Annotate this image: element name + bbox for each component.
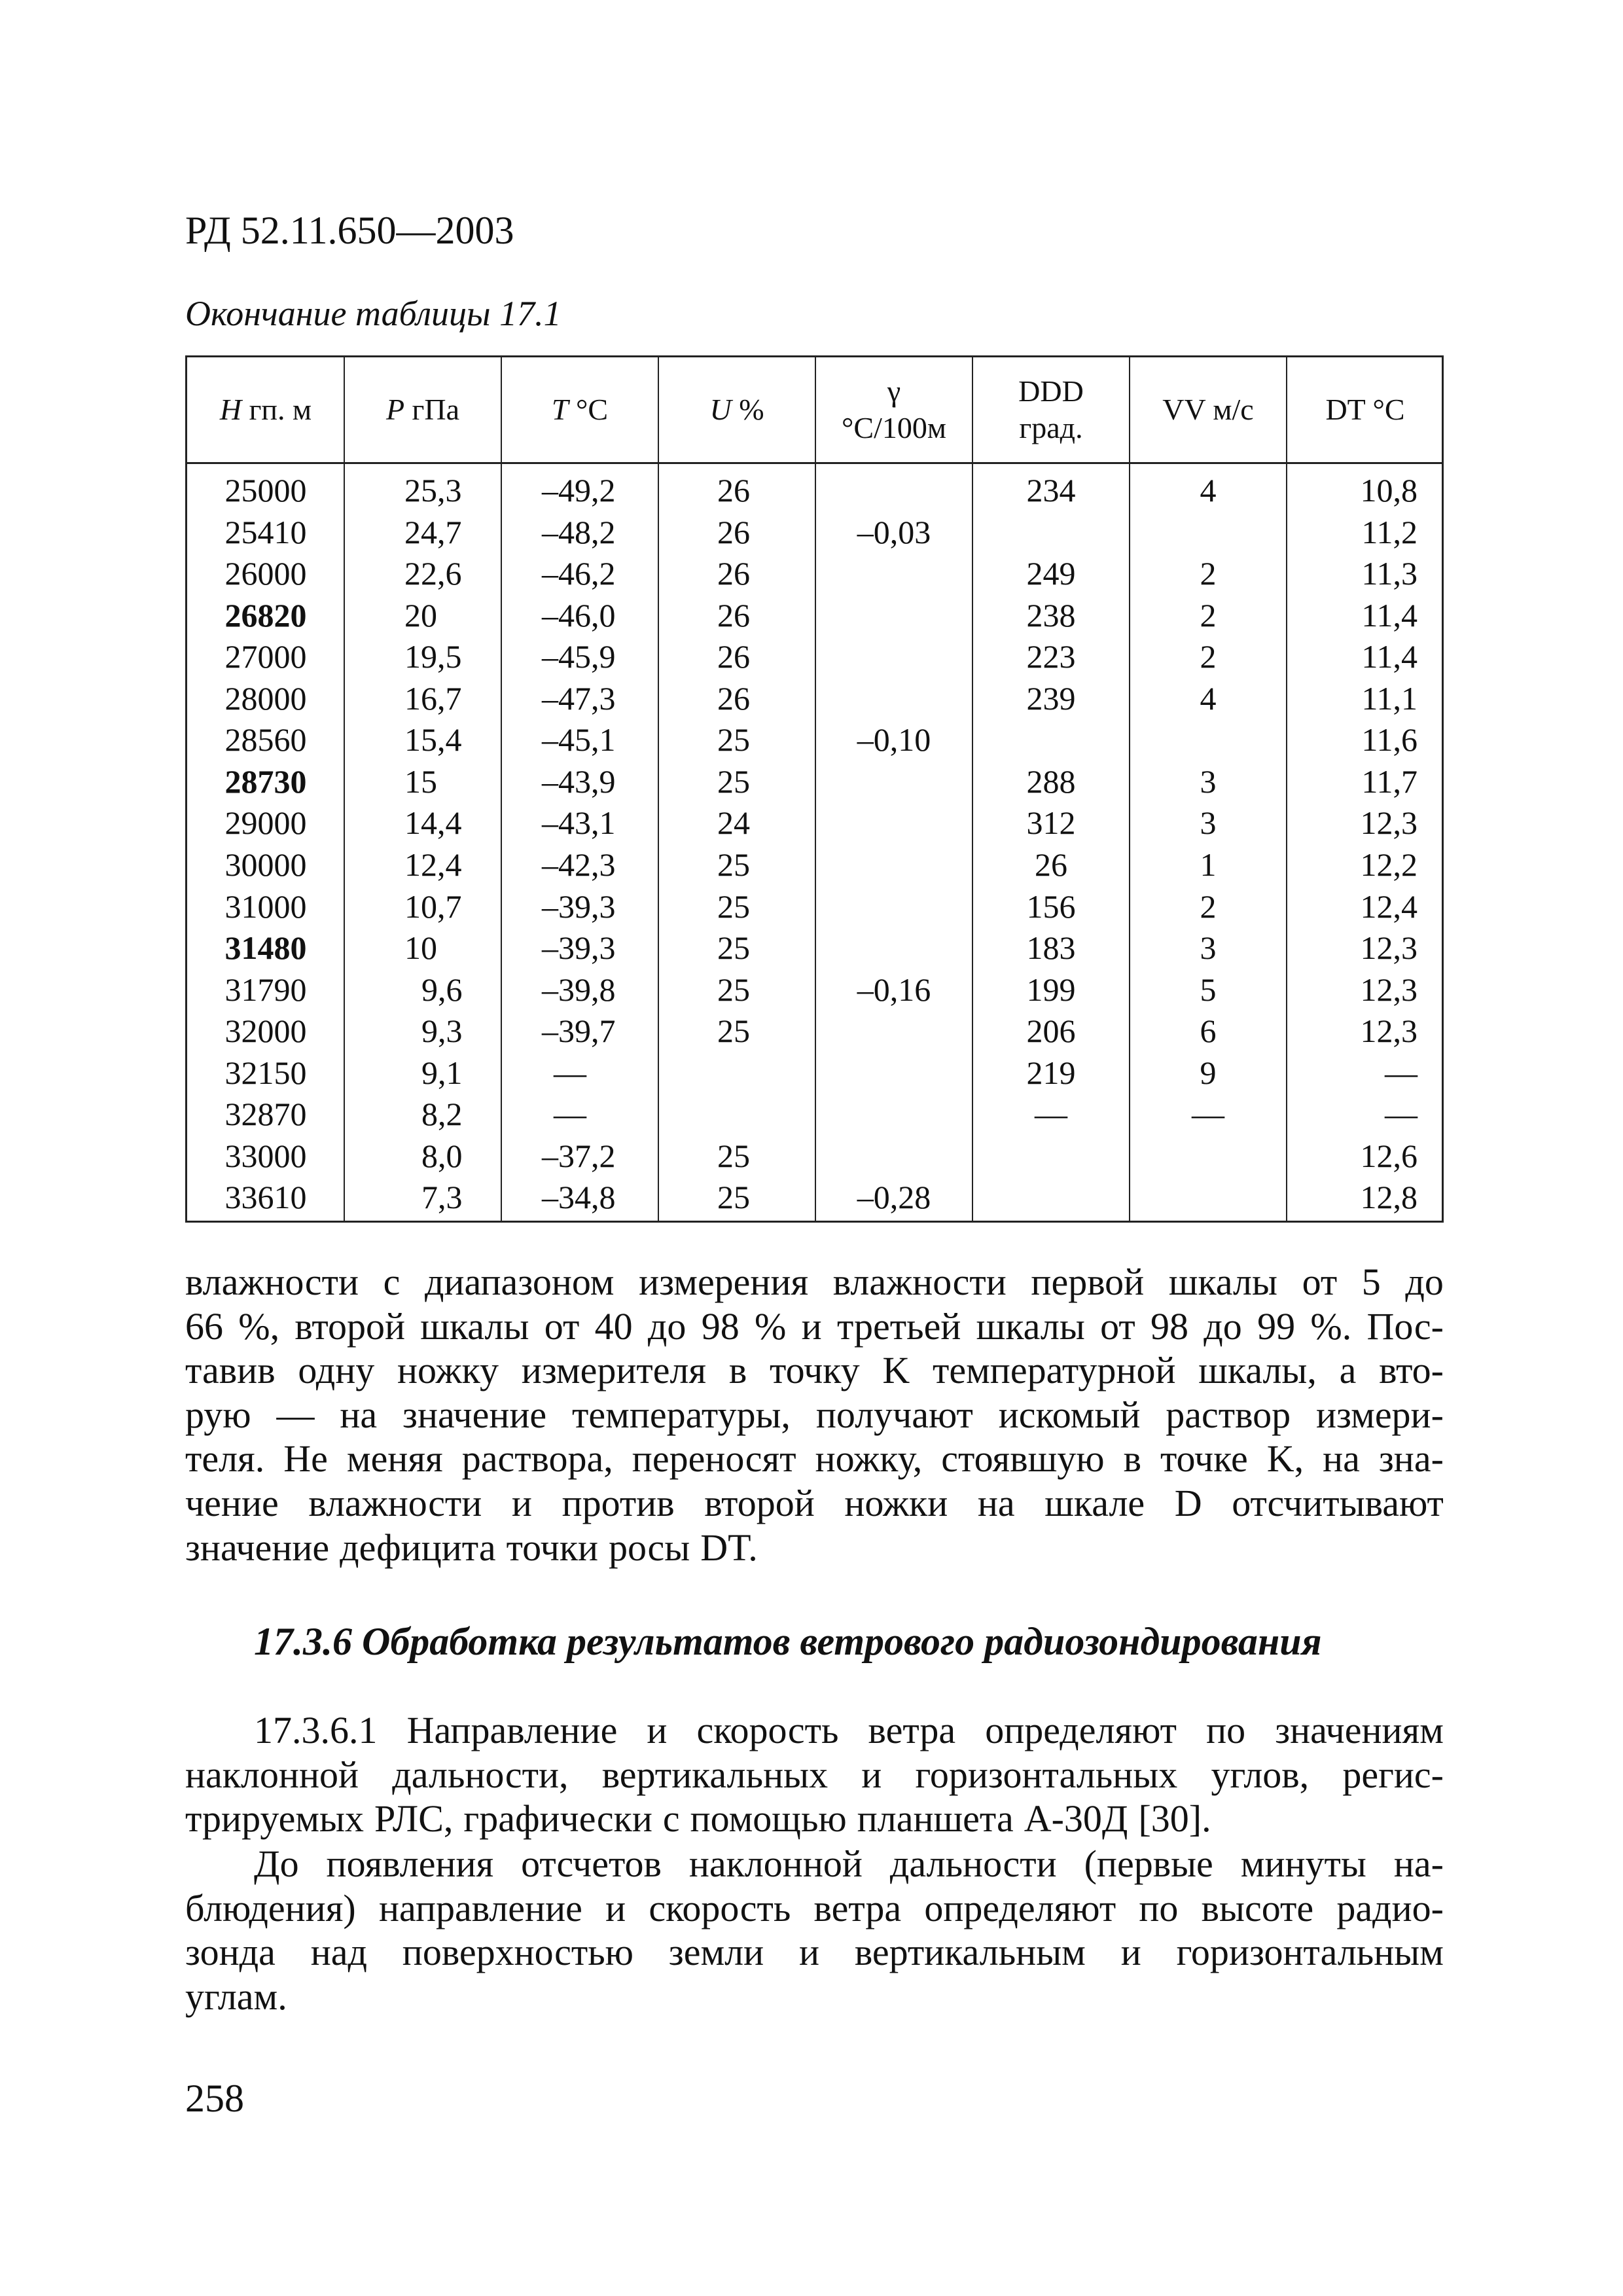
gradient-cell bbox=[815, 553, 972, 594]
col-header-pressure: P гПа bbox=[385, 392, 460, 426]
text-line: рую — на значение температуры, получают искомый раствор измери- bbox=[185, 1393, 1444, 1436]
wind-speed-cell: 3 bbox=[1200, 929, 1217, 967]
wind-speed-cell: 3 bbox=[1200, 762, 1217, 800]
table-row bbox=[187, 886, 1444, 927]
text-line: теля. Не меняя раствора, переносят ножку, стоявшую в точке K, на зна- bbox=[185, 1437, 1444, 1480]
dewpoint-deficit-cell: 12,3 bbox=[1360, 804, 1418, 842]
dewpoint-deficit-cell: 11,3 bbox=[1361, 555, 1418, 592]
document-number: РД 52.11.650—2003 bbox=[185, 209, 514, 252]
height-cell: 26820 bbox=[224, 596, 307, 634]
height-cell: 28730 bbox=[224, 762, 307, 800]
humidity-cell: 25 bbox=[717, 1013, 750, 1050]
dewpoint-deficit-cell: — bbox=[1385, 1096, 1418, 1133]
height-cell: 32150 bbox=[224, 1054, 307, 1091]
wind-speed-cell: 5 bbox=[1200, 971, 1217, 1008]
pressure-cell: 10 bbox=[404, 929, 437, 967]
temperature-cell: –34,8 bbox=[542, 1179, 616, 1216]
wind-speed-cell bbox=[1130, 1136, 1287, 1177]
text-line: углам. bbox=[185, 1975, 287, 2018]
gradient-cell bbox=[815, 595, 972, 636]
gradient-cell: –0,03 bbox=[857, 513, 931, 550]
dewpoint-deficit-cell: 12,3 bbox=[1360, 1013, 1418, 1050]
gradient-cell bbox=[815, 678, 972, 719]
dewpoint-deficit-cell: 11,7 bbox=[1361, 762, 1418, 800]
humidity-cell: 25 bbox=[717, 929, 750, 967]
wind-direction-cell: 239 bbox=[1026, 679, 1076, 717]
dewpoint-deficit-cell: 12,2 bbox=[1360, 846, 1418, 883]
pressure-cell: 10,7 bbox=[404, 888, 462, 925]
height-cell: 33000 bbox=[224, 1137, 307, 1174]
wind-speed-cell: — bbox=[1192, 1096, 1224, 1133]
temperature-cell: –46,2 bbox=[542, 555, 616, 592]
humidity-cell bbox=[717, 1052, 809, 1094]
height-cell: 32000 bbox=[224, 1013, 307, 1050]
wind-direction-cell: 223 bbox=[1026, 638, 1076, 675]
dewpoint-deficit-cell: 11,2 bbox=[1361, 513, 1418, 550]
col-header-wind-speed: VV м/с bbox=[1162, 392, 1254, 426]
dewpoint-deficit-cell: 11,1 bbox=[1361, 679, 1418, 717]
text-line: наклонной дальности, вертикальных и горизонтальных углов, регис- bbox=[185, 1753, 1444, 1796]
temperature-cell: –45,9 bbox=[542, 638, 616, 675]
table-caption: Окончание таблицы 17.1 bbox=[185, 294, 562, 333]
wind-speed-cell bbox=[1130, 719, 1287, 761]
col-header-wind-direction: DDD град. bbox=[1018, 374, 1084, 444]
temperature-cell: –45,1 bbox=[542, 721, 616, 759]
temperature-cell: –43,9 bbox=[542, 762, 616, 800]
section-heading: 17.3.6 Обработка результатов ветрового радиозондирования bbox=[254, 1620, 1322, 1663]
table-row bbox=[187, 1094, 1444, 1135]
humidity-cell: 25 bbox=[717, 1137, 750, 1174]
col-header-humidity: U % bbox=[709, 392, 764, 426]
pressure-cell: 24,7 bbox=[404, 513, 462, 550]
height-cell: 31790 bbox=[224, 971, 307, 1008]
wind-speed-cell: 2 bbox=[1200, 555, 1217, 592]
data-table bbox=[185, 355, 1444, 1223]
humidity-cell: 25 bbox=[717, 762, 750, 800]
gradient-cell: –0,10 bbox=[857, 721, 931, 759]
gradient-cell bbox=[815, 636, 972, 677]
wind-speed-cell: 4 bbox=[1200, 679, 1217, 717]
pressure-cell: 15 bbox=[404, 762, 437, 800]
wind-direction-cell bbox=[972, 512, 1130, 553]
humidity-cell: 25 bbox=[717, 888, 750, 925]
wind-direction-cell: 219 bbox=[1026, 1054, 1076, 1091]
temperature-cell: –46,0 bbox=[542, 596, 616, 634]
temperature-cell: –39,8 bbox=[542, 971, 616, 1008]
wind-direction-cell: 288 bbox=[1026, 762, 1076, 800]
pressure-cell: 9,3 bbox=[421, 1013, 463, 1050]
humidity-cell bbox=[717, 1094, 809, 1135]
temperature-cell: –39,3 bbox=[542, 929, 616, 967]
dewpoint-deficit-cell: — bbox=[1385, 1054, 1418, 1091]
pressure-cell: 8,0 bbox=[421, 1137, 463, 1174]
height-cell: 25000 bbox=[224, 472, 307, 509]
dewpoint-deficit-cell: 11,4 bbox=[1361, 638, 1418, 675]
table-row bbox=[187, 1011, 1444, 1052]
table-row bbox=[187, 1052, 1444, 1094]
table-row bbox=[187, 761, 1444, 802]
gradient-cell bbox=[815, 802, 972, 844]
wind-speed-cell: 2 bbox=[1200, 888, 1217, 925]
wind-speed-cell: 3 bbox=[1200, 804, 1217, 842]
gradient-cell: –0,16 bbox=[857, 971, 931, 1008]
wind-speed-cell bbox=[1130, 1177, 1287, 1218]
dewpoint-deficit-cell: 11,6 bbox=[1361, 721, 1418, 759]
pressure-cell: 12,4 bbox=[404, 846, 462, 883]
table-row bbox=[187, 595, 1444, 636]
height-cell: 31000 bbox=[224, 888, 307, 925]
wind-direction-cell bbox=[972, 719, 1130, 761]
pressure-cell: 22,6 bbox=[404, 555, 462, 592]
text-line: зонда над поверхностью земли и вертикальным и горизонтальным bbox=[185, 1931, 1444, 1974]
dewpoint-deficit-cell: 12,4 bbox=[1360, 888, 1418, 925]
table-row bbox=[187, 802, 1444, 844]
col-header-gradient: γ °С/100м bbox=[842, 374, 946, 444]
height-cell: 33610 bbox=[224, 1179, 307, 1216]
table-row bbox=[187, 844, 1444, 886]
pressure-cell: 16,7 bbox=[404, 679, 462, 717]
text-line: блюдения) направление и скорость ветра определяют по высоте радио- bbox=[185, 1886, 1444, 1929]
dewpoint-deficit-cell: 12,3 bbox=[1360, 971, 1418, 1008]
temperature-cell: –48,2 bbox=[542, 513, 616, 550]
temperature-cell: –43,1 bbox=[542, 804, 616, 842]
table-row bbox=[187, 512, 1444, 553]
dewpoint-deficit-cell: 12,8 bbox=[1360, 1179, 1418, 1216]
pressure-cell: 9,1 bbox=[421, 1054, 463, 1091]
col-header-dewpoint-deficit: DT °С bbox=[1325, 392, 1405, 426]
pressure-cell: 7,3 bbox=[421, 1179, 463, 1216]
pressure-cell: 25,3 bbox=[404, 472, 462, 509]
humidity-cell: 24 bbox=[717, 804, 750, 842]
table-row bbox=[187, 553, 1444, 594]
wind-direction-cell: 199 bbox=[1026, 971, 1076, 1008]
wind-speed-cell: 1 bbox=[1200, 846, 1217, 883]
table-row bbox=[187, 1177, 1444, 1218]
text-line: трируемых РЛС, графически с помощью планшета А-30Д [30]. bbox=[185, 1797, 1211, 1840]
table-row bbox=[187, 636, 1444, 677]
gradient-cell bbox=[815, 761, 972, 802]
temperature-cell: — bbox=[554, 1096, 586, 1133]
wind-speed-cell: 4 bbox=[1200, 472, 1217, 509]
temperature-cell: –39,3 bbox=[542, 888, 616, 925]
dewpoint-deficit-cell: 10,8 bbox=[1360, 472, 1418, 509]
paragraph-before-range bbox=[185, 1842, 1444, 2018]
dewpoint-deficit-cell: 12,6 bbox=[1360, 1137, 1418, 1174]
text-line: До появления отсчетов наклонной дальности (первые минуты на- bbox=[254, 1842, 1444, 1885]
wind-speed-cell: 6 bbox=[1200, 1013, 1217, 1050]
temperature-cell: –39,7 bbox=[542, 1013, 616, 1050]
height-cell: 28560 bbox=[224, 721, 307, 759]
pressure-cell: 14,4 bbox=[404, 804, 462, 842]
height-cell: 27000 bbox=[224, 638, 307, 675]
pressure-cell: 20 bbox=[404, 596, 437, 634]
text-line: влажности с диапазоном измерения влажности первой шкалы от 5 до bbox=[185, 1261, 1444, 1303]
temperature-cell: –37,2 bbox=[542, 1137, 616, 1174]
text-line: чение влажности и против второй ножки на шкале D отсчитывают bbox=[185, 1481, 1444, 1524]
table-row bbox=[187, 678, 1444, 719]
height-cell: 29000 bbox=[224, 804, 307, 842]
wind-direction-cell: 238 bbox=[1026, 596, 1076, 634]
wind-direction-cell: 312 bbox=[1026, 804, 1076, 842]
temperature-cell: –49,2 bbox=[542, 472, 616, 509]
temperature-cell: –42,3 bbox=[542, 846, 616, 883]
dewpoint-deficit-cell: 11,4 bbox=[1361, 596, 1418, 634]
height-cell: 32870 bbox=[224, 1096, 307, 1133]
wind-speed-cell: 2 bbox=[1200, 596, 1217, 634]
header-rule bbox=[187, 462, 1442, 464]
humidity-cell: 26 bbox=[717, 679, 750, 717]
col-header-height: H гп. м bbox=[219, 392, 312, 426]
table-row bbox=[187, 470, 1444, 511]
humidity-cell: 26 bbox=[717, 472, 750, 509]
gradient-cell bbox=[815, 1011, 972, 1052]
table-row bbox=[187, 719, 1444, 761]
humidity-cell: 25 bbox=[717, 846, 750, 883]
humidity-cell: 26 bbox=[717, 555, 750, 592]
gradient-cell bbox=[815, 1094, 972, 1135]
wind-direction-cell: 183 bbox=[1026, 929, 1076, 967]
humidity-cell: 25 bbox=[717, 1179, 750, 1216]
text-line: значение дефицита точки росы DT. bbox=[185, 1526, 758, 1569]
wind-speed-cell: 2 bbox=[1200, 638, 1217, 675]
humidity-cell: 26 bbox=[717, 513, 750, 550]
paragraph-17-3-6-1 bbox=[185, 1708, 1444, 1841]
dewpoint-deficit-cell: 12,3 bbox=[1360, 929, 1418, 967]
text-line: 17.3.6.1 Направление и скорость ветра определяют по значениям bbox=[254, 1709, 1444, 1751]
wind-direction-cell bbox=[972, 1136, 1130, 1177]
gradient-cell: –0,28 bbox=[857, 1179, 931, 1216]
page-number: 258 bbox=[185, 2077, 244, 2120]
gradient-cell bbox=[815, 927, 972, 969]
wind-direction-cell: 234 bbox=[1026, 472, 1076, 509]
wind-direction-cell: — bbox=[1035, 1096, 1067, 1133]
paragraph-humidity-method bbox=[185, 1260, 1444, 1570]
pressure-cell: 19,5 bbox=[404, 638, 462, 675]
wind-speed-cell bbox=[1130, 512, 1287, 553]
humidity-cell: 25 bbox=[717, 971, 750, 1008]
height-cell: 26000 bbox=[224, 555, 307, 592]
gradient-cell bbox=[815, 1136, 972, 1177]
table-row bbox=[187, 969, 1444, 1011]
table-row bbox=[187, 1136, 1444, 1177]
height-cell: 25410 bbox=[224, 513, 307, 550]
text-line: тавив одну ножку измерителя в точку K температурной шкалы, а вто- bbox=[185, 1349, 1444, 1392]
gradient-cell bbox=[815, 886, 972, 927]
humidity-cell: 25 bbox=[717, 721, 750, 759]
height-cell: 31480 bbox=[224, 929, 307, 967]
pressure-cell: 8,2 bbox=[421, 1096, 463, 1133]
text-line: 66 %, второй шкалы от 40 до 98 % и третьей шкалы от 98 до 99 %. Пос- bbox=[185, 1304, 1444, 1348]
humidity-cell: 26 bbox=[717, 596, 750, 634]
height-cell: 28000 bbox=[224, 679, 307, 717]
wind-direction-cell: 156 bbox=[1026, 888, 1076, 925]
pressure-cell: 9,6 bbox=[421, 971, 463, 1008]
gradient-cell bbox=[815, 1052, 972, 1094]
humidity-cell: 26 bbox=[717, 638, 750, 675]
wind-direction-cell: 26 bbox=[1035, 846, 1067, 883]
table-row bbox=[187, 927, 1444, 969]
gradient-cell bbox=[815, 470, 972, 511]
height-cell: 30000 bbox=[224, 846, 307, 883]
wind-direction-cell: 249 bbox=[1026, 555, 1076, 592]
temperature-cell: –47,3 bbox=[542, 679, 616, 717]
wind-direction-cell: 206 bbox=[1026, 1013, 1076, 1050]
wind-direction-cell bbox=[972, 1177, 1130, 1218]
pressure-cell: 15,4 bbox=[404, 721, 462, 759]
gradient-cell bbox=[815, 844, 972, 886]
col-header-temperature: T °С bbox=[551, 392, 609, 426]
wind-speed-cell: 9 bbox=[1200, 1054, 1217, 1091]
temperature-cell: — bbox=[554, 1054, 586, 1091]
